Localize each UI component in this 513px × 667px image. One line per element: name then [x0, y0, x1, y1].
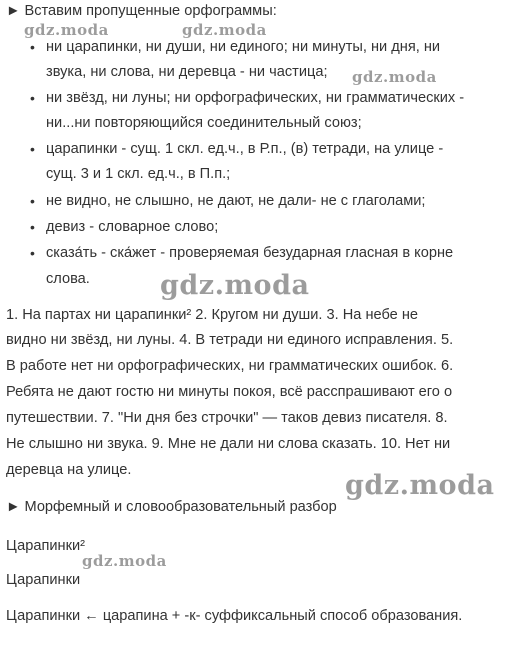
word-morpheme-parsed: Царапинки — [6, 572, 81, 588]
bullet-dot: • — [30, 39, 35, 55]
watermark: gdz.moda — [345, 470, 495, 501]
watermark: gdz.moda — [160, 270, 310, 301]
bullet-2-line-1: ни звёзд, ни луны; ни орфографических, ни грамматических - — [46, 90, 465, 106]
heading-insert-spellings: ► Вставим пропущенные орфограммы: — [6, 3, 277, 19]
bullet-6-line-1: сказа́ть - ска́жет - проверяемая безударная гласная в корне — [46, 245, 454, 261]
watermark: gdz.moda — [24, 21, 109, 39]
bullet-dot: • — [30, 90, 35, 106]
bullet-3-line-1: царапинки - сущ. 1 скл. ед.ч., в Р.п., (в) тетради, на улице - — [46, 141, 444, 157]
text-line-1: 1. На партах ни царапинки² 2. Кругом ни души. 3. На небе не — [6, 307, 418, 323]
watermark: gdz.moda — [182, 21, 267, 39]
bullet-4-line-1: не видно, не слышно, не дают, не дали- не с глаголами; — [46, 193, 426, 209]
text-line-2: видно ни звёзд, ни луны. 4. В тетради ни единого исправления. 5. — [6, 332, 454, 348]
bullet-dot: • — [30, 193, 35, 209]
text-line-6: Не слышно ни звука. 9. Мне не дали ни слова сказать. 10. Нет ни — [6, 436, 451, 452]
text-line-3: В работе нет ни орфографических, ни грамматических ошибок. 6. — [6, 358, 454, 374]
bullet-1-line-2: звука, ни слова, ни деревца - ни частица; — [46, 64, 328, 80]
heading-morpheme-analysis: ► Морфемный и словообразовательный разбор — [6, 499, 337, 515]
bullet-3-line-2: сущ. 3 и 1 скл. ед.ч., в П.п.; — [46, 166, 231, 182]
text-line-4: Ребята не дают гостю ни минуты покоя, всё расспрашивают его о — [6, 384, 453, 400]
bullet-dot: • — [30, 141, 35, 157]
bullet-dot: • — [30, 245, 35, 261]
word-with-superscript: Царапинки² — [6, 538, 85, 554]
text-line-5: путешествии. 7. "Ни дня без строчки" — таков девиз писателя. 8. — [6, 410, 448, 426]
derivation-line: Царапинки ← царапина + -к- суффиксальный способ образования. — [6, 608, 463, 624]
bullet-6-line-2: слова. — [46, 271, 90, 287]
text-line-7: деревца на улице. — [6, 462, 132, 478]
bullet-dot: • — [30, 219, 35, 235]
bullet-1-line-1: ни царапинки, ни души, ни единого; ни минуты, ни дня, ни — [46, 39, 441, 55]
bullet-2-line-2: ни...ни повторяющийся соединительный союз; — [46, 115, 362, 131]
watermark: gdz.moda — [82, 552, 167, 570]
bullet-5-line-1: девиз - словарное слово; — [46, 219, 219, 235]
watermark: gdz.moda — [352, 68, 437, 86]
